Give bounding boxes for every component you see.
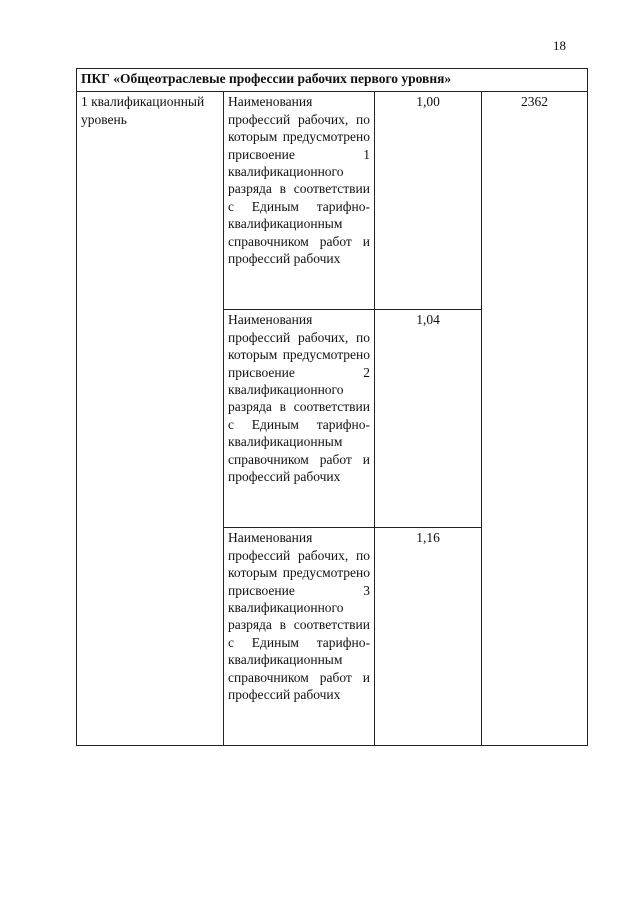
page-number: 18 [553, 38, 566, 53]
profession-description-cell [224, 92, 375, 310]
table-header-row [77, 69, 588, 92]
profession-description: Наименования профессий рабочих, по которым предусмотрено присвоение 3 квалификационного разряда в соответствии с Единым тарифно-квалификационным справочником работ и профессий рабочих [228, 530, 370, 703]
profession-description: Наименования профессий рабочих, по которым предусмотрено присвоение 1 квалификационного разряда в соответствии с Единым тарифно-квалификационным справочником работ и профессий рабочих [228, 94, 370, 267]
coefficient-cell: 1,00 [375, 92, 482, 310]
profession-description-cell [224, 528, 375, 746]
profession-description: Наименования профессий рабочих, по которым предусмотрено присвоение 2 квалификационного разряда в соответствии с Единым тарифно-квалификационным справочником работ и профессий рабочих [228, 312, 370, 485]
salary-table [76, 68, 588, 746]
salary-cell: 2362 [482, 92, 588, 746]
table-row [77, 92, 588, 310]
qualification-level-cell: 1 квалификационный уровень [77, 92, 224, 746]
coefficient-cell: 1,16 [375, 528, 482, 746]
coefficient-cell: 1,04 [375, 310, 482, 528]
profession-description-cell [224, 310, 375, 528]
table-header: ПКГ «Общеотраслевые профессии рабочих первого уровня» [77, 69, 588, 92]
